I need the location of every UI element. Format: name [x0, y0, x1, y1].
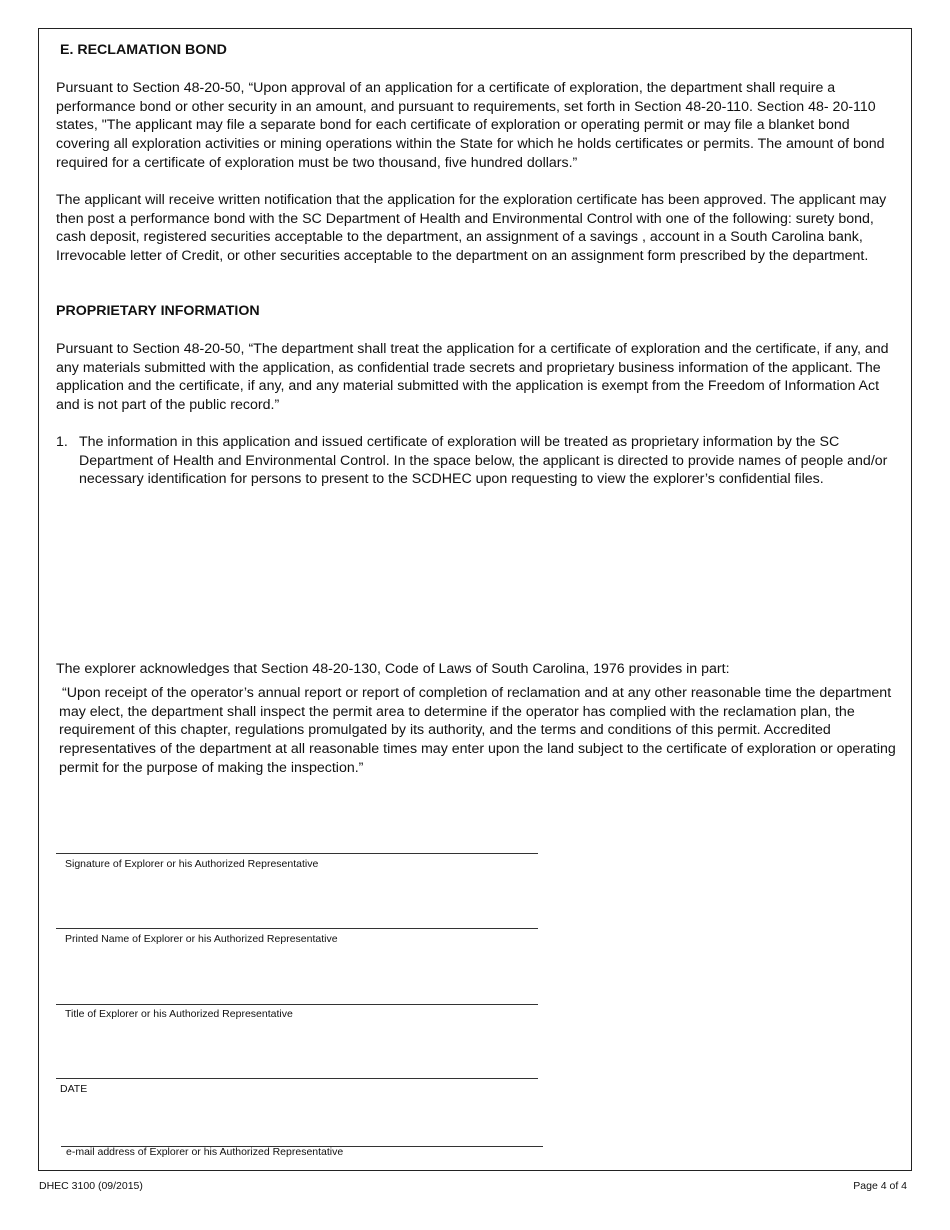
- reclamation-bond-heading: E. RECLAMATION BOND: [60, 42, 227, 58]
- proprietary-information-paragraph: Pursuant to Section 48-20-50, “The department shall treat the application for a certificate of exploration and the certificate, if any, and any materials submitted with the application, as confidential trade secrets and proprietary business information of the applicant. The application and the certificate, if any, and any material submitted with the application is exempt from the Freedom of Information Act and is not part of the public record.”: [56, 341, 889, 414]
- proprietary-information-heading: PROPRIETARY INFORMATION: [56, 303, 260, 319]
- acknowledgment-quote: “Upon receipt of the operator’s annual report or report of completion of reclamation and at any other reasonable time the department may elect, the department shall inspect the permit area to determine if the operator has complied with the reclamation plan, the requirement of this chapter, regulations promulgated by its authority, and the terms and conditions of this permit. Accredited representatives of the department at all reasonable times may enter upon the land subject to the certificate of exploration or operating permit for the purpose of making the inspection.”: [59, 685, 896, 776]
- proprietary-list-item-text: The information in this application and issued certificate of exploration will be treated as proprietary information by the SC Department of Health and Environmental Control. In the space below, the applicant is directed to provide names of people and/or necessary identification for persons to present to the SCDHEC upon requesting to view the explorer’s confidential files.: [79, 434, 888, 488]
- printed-name-caption: Printed Name of Explorer or his Authorized Representative: [65, 933, 338, 945]
- title-caption: Title of Explorer or his Authorized Representative: [65, 1008, 293, 1020]
- signature-line[interactable]: [56, 853, 538, 854]
- confidential-contacts-entry-area[interactable]: [56, 512, 896, 652]
- reclamation-bond-paragraph-2: The applicant will receive written notification that the application for the exploration certificate has been approved. The applicant may then post a performance bond with the SC Department of Health and Environmental Control with one of the following: surety bond, cash deposit, registered securities acceptable to the department, an assignment of a savings , account in a South Carolina bank, Irrevocable letter of Credit, or other securities acceptable to the department on an assignment form prescribed by the department.: [56, 192, 887, 265]
- reclamation-bond-paragraph-1: Pursuant to Section 48-20-50, “Upon approval of an application for a certificate of exploration, the department shall require a performance bond or other security in an amount, and pursuant to requirements, set forth in Section 48-20-110. Section 48- 20-110 states, "The applicant may file a separate bond for each certificate of exploration or operating permit or may file a blanket bond covering all exploration activities or mining operations within the State for which he holds certificates or permits. The amount of bond required for a certificate of exploration must be two thousand, five hundred dollars.”: [56, 80, 885, 171]
- signature-caption: Signature of Explorer or his Authorized Representative: [65, 858, 319, 870]
- page-number: Page 4 of 4: [853, 1180, 907, 1192]
- list-item-number: 1.: [56, 434, 68, 450]
- form-id: DHEC 3100 (09/2015): [39, 1180, 143, 1192]
- date-caption: DATE: [60, 1083, 88, 1095]
- acknowledgment-intro: The explorer acknowledges that Section 48-20-130, Code of Laws of South Carolina, 1976 provides in part:: [56, 661, 730, 677]
- title-line[interactable]: [56, 1004, 538, 1005]
- date-line[interactable]: [56, 1078, 538, 1079]
- printed-name-line[interactable]: [56, 928, 538, 929]
- email-caption: e-mail address of Explorer or his Authorized Representative: [66, 1146, 344, 1158]
